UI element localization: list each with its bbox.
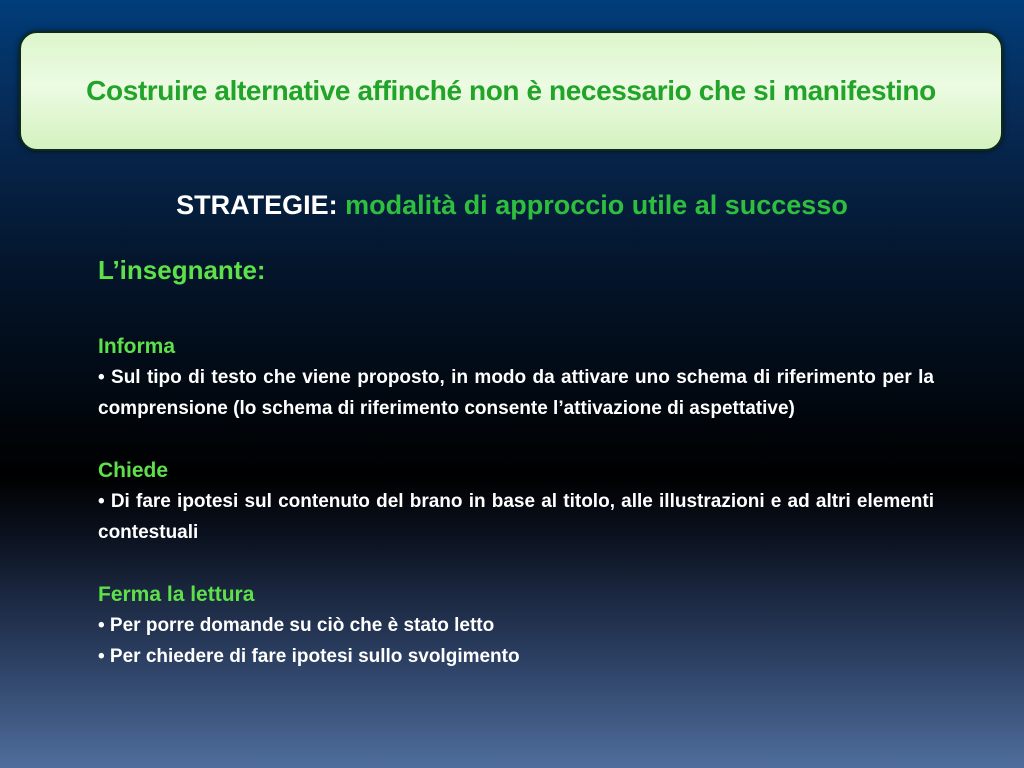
section-heading: Chiede (98, 459, 169, 482)
teacher-heading: L’insegnante: (98, 255, 266, 285)
subtitle (0, 190, 1024, 221)
title-box (19, 31, 1003, 151)
bullet-item: • Per porre domande su ciò che è stato letto (98, 615, 495, 636)
section-informa (98, 332, 934, 424)
bullet-item: • Sul tipo di testo che viene proposto, in modo da attivare uno schema di riferimento per la comprensione (lo schema di riferimento consente l’attivazione di aspettative) (98, 367, 934, 419)
section-heading: Informa (98, 335, 176, 358)
subtitle-label: STRATEGIE: (176, 190, 338, 220)
section-chiede (98, 456, 934, 548)
bullet-item: • Di fare ipotesi sul contenuto del brano in base al titolo, alle illustrazioni e ad altri elementi contestuali (98, 491, 934, 543)
section-heading: Ferma la lettura (98, 583, 255, 606)
slide-title: Costruire alternative affinché non è necessario che si manifestino (86, 75, 936, 106)
slide-content (98, 255, 934, 672)
section-ferma-la-lettura (98, 580, 934, 672)
bullet-item: • Per chiedere di fare ipotesi sullo svolgimento (98, 646, 520, 667)
subtitle-text: modalità di approccio utile al successo (345, 190, 848, 220)
